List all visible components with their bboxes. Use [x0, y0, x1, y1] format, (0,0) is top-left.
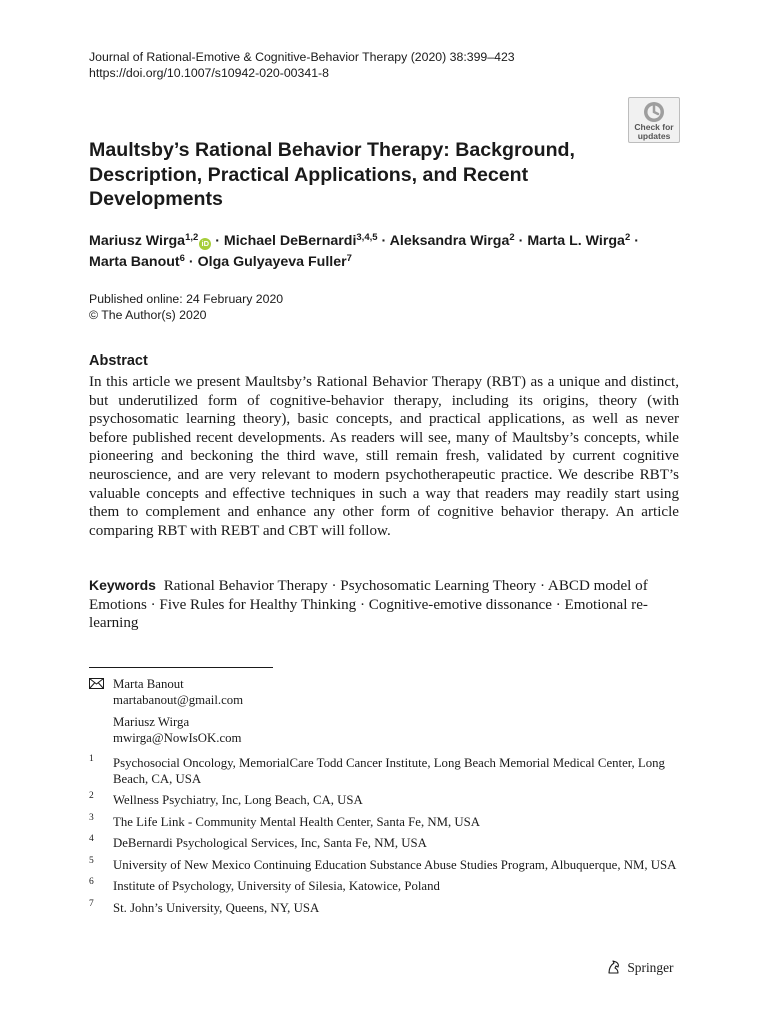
author-name: Olga Gulyayeva Fuller [197, 254, 347, 270]
author-item[interactable] [390, 233, 515, 249]
footnote-divider [89, 667, 273, 668]
author-item[interactable] [527, 233, 630, 249]
publisher-name: Springer [627, 960, 674, 975]
author-name: Michael DeBernardi [223, 233, 357, 249]
keywords-heading: Keywords [89, 577, 156, 593]
author-separator: · [188, 254, 194, 270]
correspondent-name: Mariusz Wirga [113, 715, 190, 729]
author-separator: · [518, 233, 524, 249]
affiliation-text: Psychosocial Oncology, MemorialCare Todd Cancer Institute, Long Beach Memorial Medical Center, Long Beach, CA, USA [113, 756, 665, 786]
author-separator: · [381, 233, 387, 249]
journal-citation: Journal of Rational-Emotive & Cognitive-Behavior Therapy (2020) 38:399–423 [89, 50, 515, 64]
check-for-updates-icon [643, 101, 665, 123]
keywords-text: Rational Behavior Therapy · Psychosomatic Learning Theory · ABCD model of Emotions · Five Rules for Healthy Thinking · Cognitive-emotive dissonance · Emotional re-learning [89, 578, 648, 632]
affiliation-text: Institute of Psychology, University of Silesia, Katowice, Poland [113, 879, 440, 893]
affiliation-number: 6 [89, 877, 94, 887]
author-item[interactable] [89, 233, 211, 249]
badge-line-1: Check for [634, 122, 674, 132]
author-list [89, 231, 649, 273]
affiliations-list [89, 756, 679, 922]
author-item[interactable] [198, 254, 352, 270]
correspondent-email[interactable]: mwirga@NowIsOK.com [113, 731, 242, 745]
springer-horse-icon [606, 959, 622, 975]
affiliation-item [89, 836, 679, 852]
envelope-icon [89, 678, 104, 689]
correspondent-name: Marta Banout [113, 677, 184, 691]
author-name: Marta Banout [89, 254, 180, 270]
published-date: Published online: 24 February 2020 [89, 292, 284, 306]
abstract-text: In this article we present Maultsby’s Rational Behavior Therapy (RBT) as a unique and distinct, but underutilized form of cognitive-behavior therapy, including its origins, theory (with psychosomatic learning theory), basic concepts, and practical applications, as well as never before published recent developments. As readers will see, many of Maultsby’s concepts, while pioneering and beckoning the third wave, still remain fresh, validated by current cognitive neuroscience, and are very relevant to modern psychotherapeutic practice. We describe RBT’s valuable concepts and effective techniques in such a way that readers may readily start using them to complement and enhance any other form of cognitive behavior therapy. An article comparing RBT with REBT and CBT will follow. [89, 374, 679, 539]
publication-info [89, 292, 283, 323]
author-item[interactable] [224, 233, 378, 249]
publisher-logo [606, 959, 673, 977]
doi-link[interactable]: https://doi.org/10.1007/s10942-020-00341-8 [89, 66, 329, 80]
author-name: Aleksandra Wirga [389, 233, 510, 249]
affiliation-text: Wellness Psychiatry, Inc, Long Beach, CA, USA [113, 793, 363, 807]
affiliation-number: 3 [89, 812, 94, 823]
copyright-notice: © The Author(s) 2020 [89, 307, 207, 322]
author-affiliation-marker: 6 [179, 253, 185, 264]
author-name: Marta L. Wirga [527, 233, 625, 249]
author-affiliation-marker: 1,2 [185, 232, 199, 243]
affiliation-number: 4 [89, 834, 94, 844]
journal-header [89, 49, 515, 81]
affiliation-number: 1 [89, 754, 94, 764]
article-title: Maultsby’s Rational Behavior Therapy: Background, Description, Practical Applications, and Recent Developments [89, 139, 575, 210]
affiliation-number: 7 [89, 898, 94, 909]
correspondence-block [89, 676, 243, 746]
affiliation-item [89, 793, 679, 809]
author-affiliation-marker: 2 [509, 232, 515, 243]
affiliation-text: DeBernardi Psychological Services, Inc, Santa Fe, NM, USA [113, 836, 427, 850]
affiliation-text: The Life Link - Community Mental Health Center, Santa Fe, NM, USA [113, 814, 480, 829]
author-separator: · [634, 233, 639, 249]
affiliation-item [89, 879, 679, 895]
badge-line-2: updates [637, 131, 671, 141]
keywords-block [89, 576, 679, 633]
affiliation-item [89, 756, 679, 787]
author-separator: · [215, 233, 220, 249]
affiliation-item [89, 898, 679, 917]
affiliation-number: 2 [89, 791, 94, 801]
author-name: Mariusz Wirga [89, 233, 186, 249]
author-affiliation-marker: 3,4,5 [356, 232, 378, 243]
author-item[interactable] [89, 254, 185, 270]
affiliation-item [89, 812, 679, 831]
affiliation-number: 5 [89, 855, 94, 866]
correspondent-email[interactable]: martabanout@gmail.com [113, 693, 244, 707]
affiliation-text: St. John’s University, Queens, NY, USA [113, 900, 320, 915]
affiliation-text: University of New Mexico Continuing Education Substance Abuse Studies Program, Albuquerque, NM, USA [113, 857, 677, 872]
author-affiliation-marker: 7 [346, 253, 352, 264]
affiliation-item [89, 855, 679, 874]
author-affiliation-marker: 2 [624, 232, 631, 243]
abstract-heading: Abstract [89, 353, 148, 369]
orcid-icon[interactable]: iD [199, 238, 211, 250]
check-for-updates-badge[interactable] [628, 97, 680, 143]
